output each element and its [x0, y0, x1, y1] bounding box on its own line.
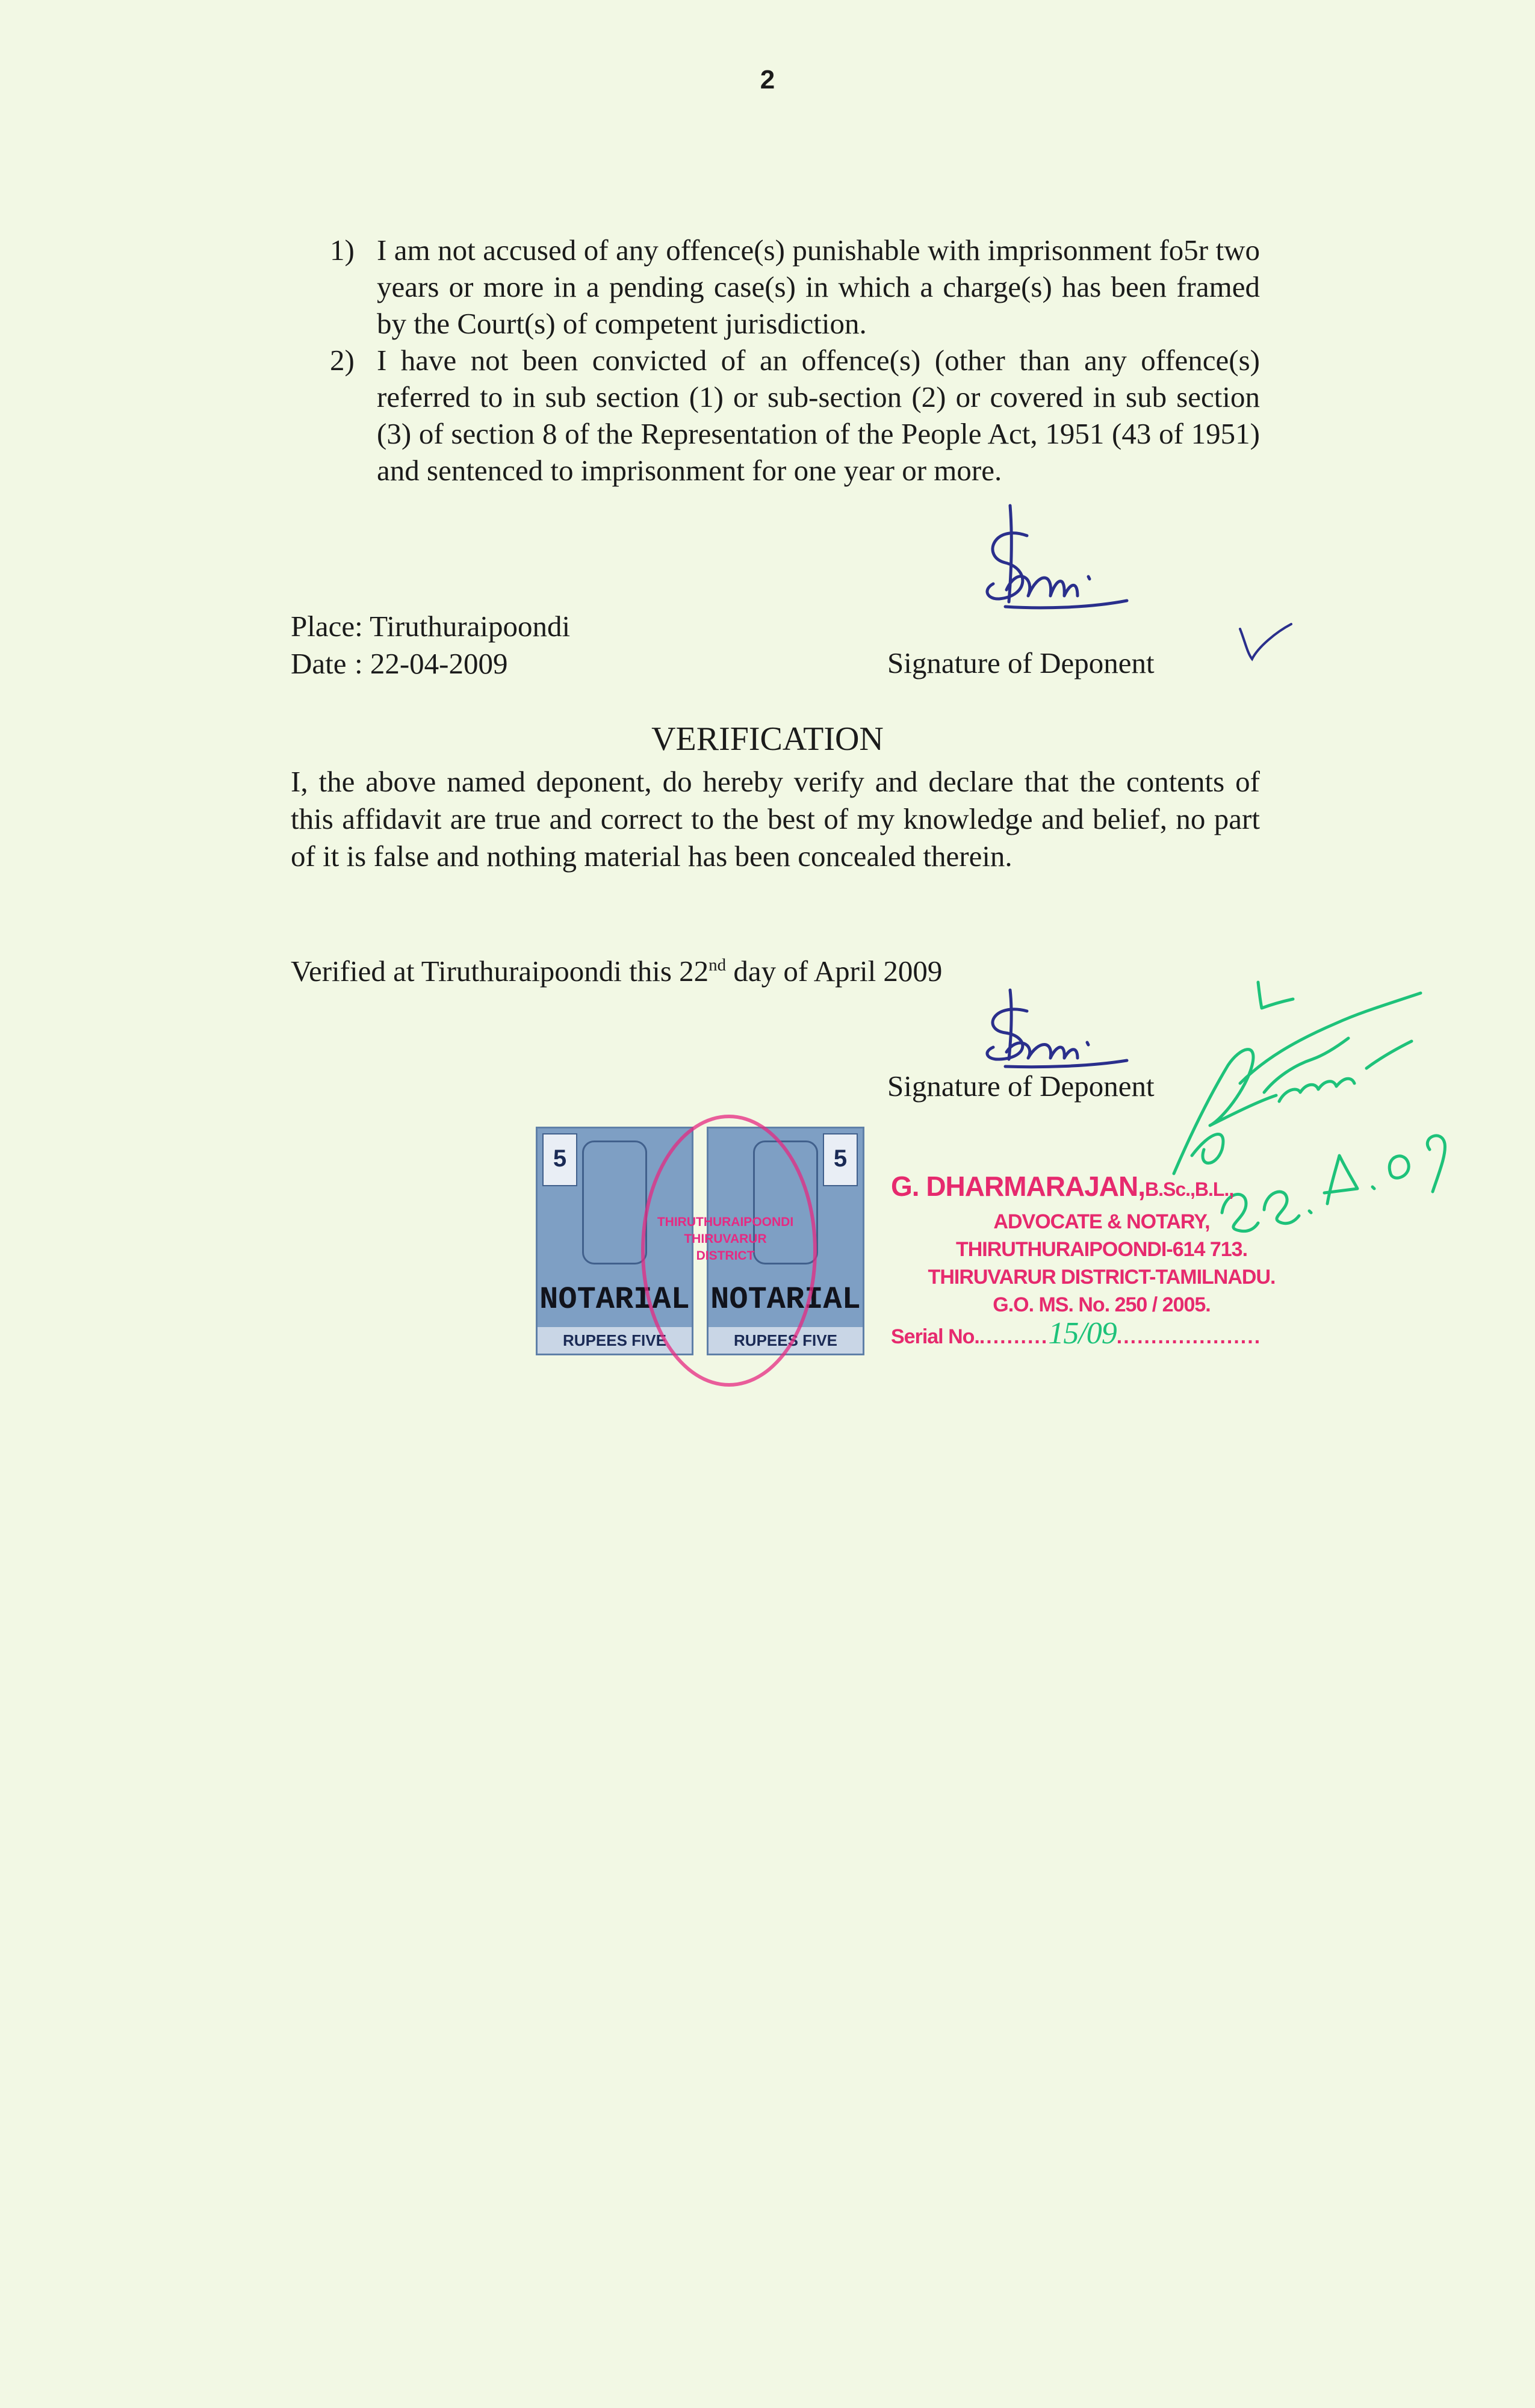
stamp-value: 5 — [823, 1133, 858, 1186]
stamp-emblem — [582, 1141, 647, 1264]
place-value: Tiruthuraipoondi — [370, 610, 571, 643]
signature-of-deponent-label: Signature of Deponent — [887, 646, 1155, 679]
seal-line: DISTRICT — [696, 1249, 755, 1263]
place-line — [291, 608, 570, 645]
verification-title: VERIFICATION — [651, 720, 884, 758]
stamp-footer: RUPEES FIVE — [538, 1327, 692, 1354]
serial-value: 15/09 — [1048, 1316, 1117, 1351]
serial-label: Serial No. — [891, 1325, 979, 1348]
notary-district: THIRUVARUR DISTRICT-TAMILNADU. — [928, 1266, 1276, 1289]
list-item-text: I am not accused of any offence(s) punishable with imprisonment fo5r two years or more in a pending case(s) in which a charge(s) has been framed by the Court(s) of competent jurisdiction. — [377, 234, 1260, 340]
deponent-signature-2 — [969, 987, 1138, 1077]
seal-line: THIRUVARUR — [684, 1232, 767, 1246]
notary-town: THIRUTHURAIPOONDI-614 713. — [955, 1238, 1248, 1261]
seal-line: THIRUTHURAIPOONDI — [657, 1215, 794, 1229]
notary-name-line — [891, 1168, 1312, 1208]
verified-at-text: Verified at Tiruthuraipoondi this 22 — [291, 955, 709, 988]
notary-seal-text — [642, 1214, 809, 1264]
signature-of-deponent-label-2: Signature of Deponent — [887, 1069, 1155, 1103]
verified-at-rest: day of April 2009 — [726, 955, 943, 988]
stamp-value: 5 — [542, 1133, 577, 1186]
declaration-list — [330, 232, 1260, 489]
verified-at-line — [291, 954, 942, 988]
stamp-overprint: NOTARIAL — [710, 1282, 861, 1317]
notary-stamp — [891, 1168, 1312, 1351]
verification-body: I, the above named deponent, do hereby verify and declare that the contents of this affidavit are true and correct to the best of my knowledge and belief, no part of it is false and nothing material has been concealed therein. — [291, 765, 1260, 873]
notary-title: ADVOCATE & NOTARY, — [993, 1210, 1210, 1233]
notary-go-number: G.O. MS. No. 250 / 2005. — [993, 1293, 1211, 1316]
list-item-text: I have not been convicted of an offence(s) (other than any offence(s) referred to in sub section (1) or sub-section (2) or covered in sub section (3) of section 8 of the Representation of the People Act, 1951 (43 of 1951) and sentenced to imprisonment for one year or more. — [377, 344, 1260, 487]
notarial-stamps — [536, 1127, 867, 1355]
notary-qualification: B.Sc.,B.L., — [1145, 1178, 1234, 1200]
notary-serial: Serial No...........15/09..................... — [891, 1316, 1262, 1351]
notary-name: G. DHARMARAJAN, — [891, 1171, 1145, 1202]
date-value: : 22-04-2009 — [355, 647, 508, 680]
stamp-footer: RUPEES FIVE — [709, 1327, 863, 1354]
tick-mark — [1234, 617, 1294, 665]
date-label: Date — [291, 647, 347, 680]
page-number: 2 — [760, 65, 775, 94]
list-item-number: 2) — [330, 344, 355, 377]
deponent-signature-1 — [969, 500, 1138, 626]
place-label: Place: — [291, 610, 363, 643]
stamp-overprint: NOTARIAL — [539, 1282, 690, 1317]
list-item — [330, 232, 1260, 342]
list-item-number: 1) — [330, 234, 355, 267]
place-date-block — [291, 608, 570, 682]
verified-at-ordinal: nd — [709, 955, 727, 975]
date-line — [291, 645, 570, 682]
list-item — [330, 342, 1260, 489]
